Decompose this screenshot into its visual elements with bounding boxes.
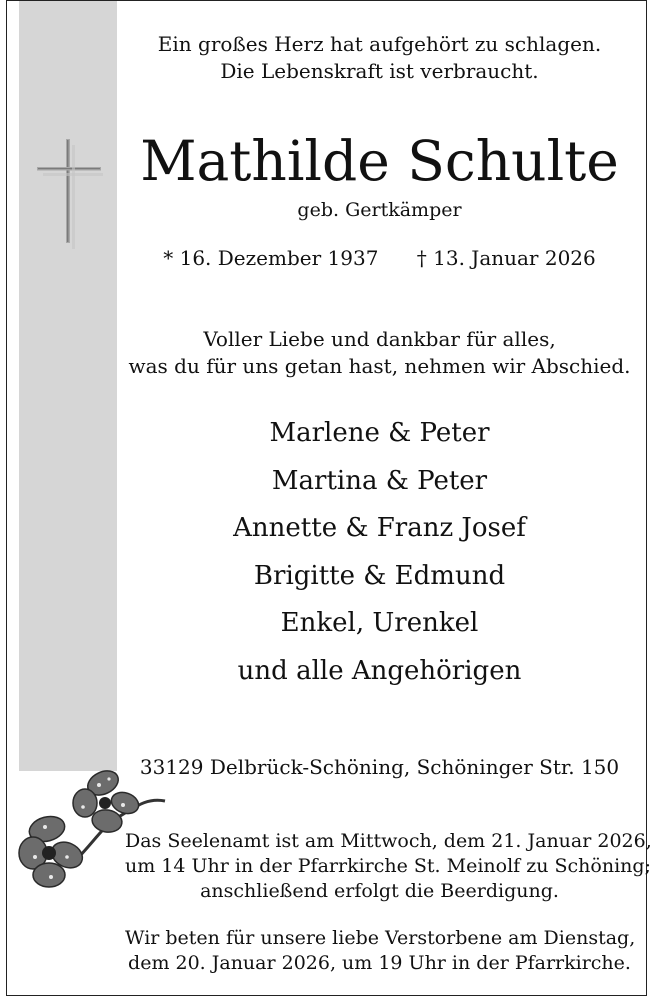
- intro-quote: [125, 31, 634, 85]
- prayer-line: Wir beten für unsere liebe Verstorbene am Dienstag,: [125, 927, 636, 949]
- cross-icon: [33, 135, 105, 251]
- deceased-name: Mathilde Schulte: [140, 129, 619, 193]
- intro-quote-line: Die Lebenskraft ist verbraucht.: [220, 59, 539, 83]
- obituary-notice: [6, 0, 652, 996]
- farewell-line: Voller Liebe und dankbar für alles,: [203, 327, 556, 351]
- mourners-list: [125, 410, 634, 695]
- mourner-entry: Annette & Franz Josef: [233, 513, 526, 543]
- intro-quote-line: Ein großes Herz hat aufgehört zu schlagen.: [157, 32, 602, 56]
- mourner-entry: Marlene & Peter: [269, 418, 490, 448]
- service-line: anschließend erfolgt die Beerdigung.: [200, 880, 559, 902]
- mourner-entry: und alle Angehörigen: [237, 655, 522, 686]
- mourner-entry: Martina & Peter: [271, 465, 488, 496]
- farewell-text: [125, 326, 634, 380]
- mourner-entry: Enkel, Urenkel: [280, 608, 479, 638]
- prayer-info: [125, 926, 634, 976]
- death-date: † 13. Januar 2026: [416, 246, 596, 270]
- family-address: 33129 Delbrück-Schöning, Schöninger Str. 150: [139, 755, 620, 779]
- prayer-line: dem 20. Januar 2026, um 19 Uhr in der Pfarrkirche.: [128, 952, 631, 974]
- service-line: Das Seelenamt ist am Mittwoch, dem 21. Januar 2026,: [125, 830, 652, 852]
- side-stripe: [19, 1, 117, 771]
- life-dates: [125, 245, 634, 271]
- service-line: um 14 Uhr in der Pfarrkirche St. Meinolf zu Schöning;: [125, 855, 651, 877]
- mourner-entry: Brigitte & Edmund: [253, 560, 506, 591]
- farewell-line: was du für uns getan hast, nehmen wir Abschied.: [128, 354, 631, 378]
- service-info: [125, 829, 652, 904]
- birth-name: geb. Gertkämper: [297, 199, 462, 221]
- birth-date: * 16. Dezember 1937: [163, 246, 379, 270]
